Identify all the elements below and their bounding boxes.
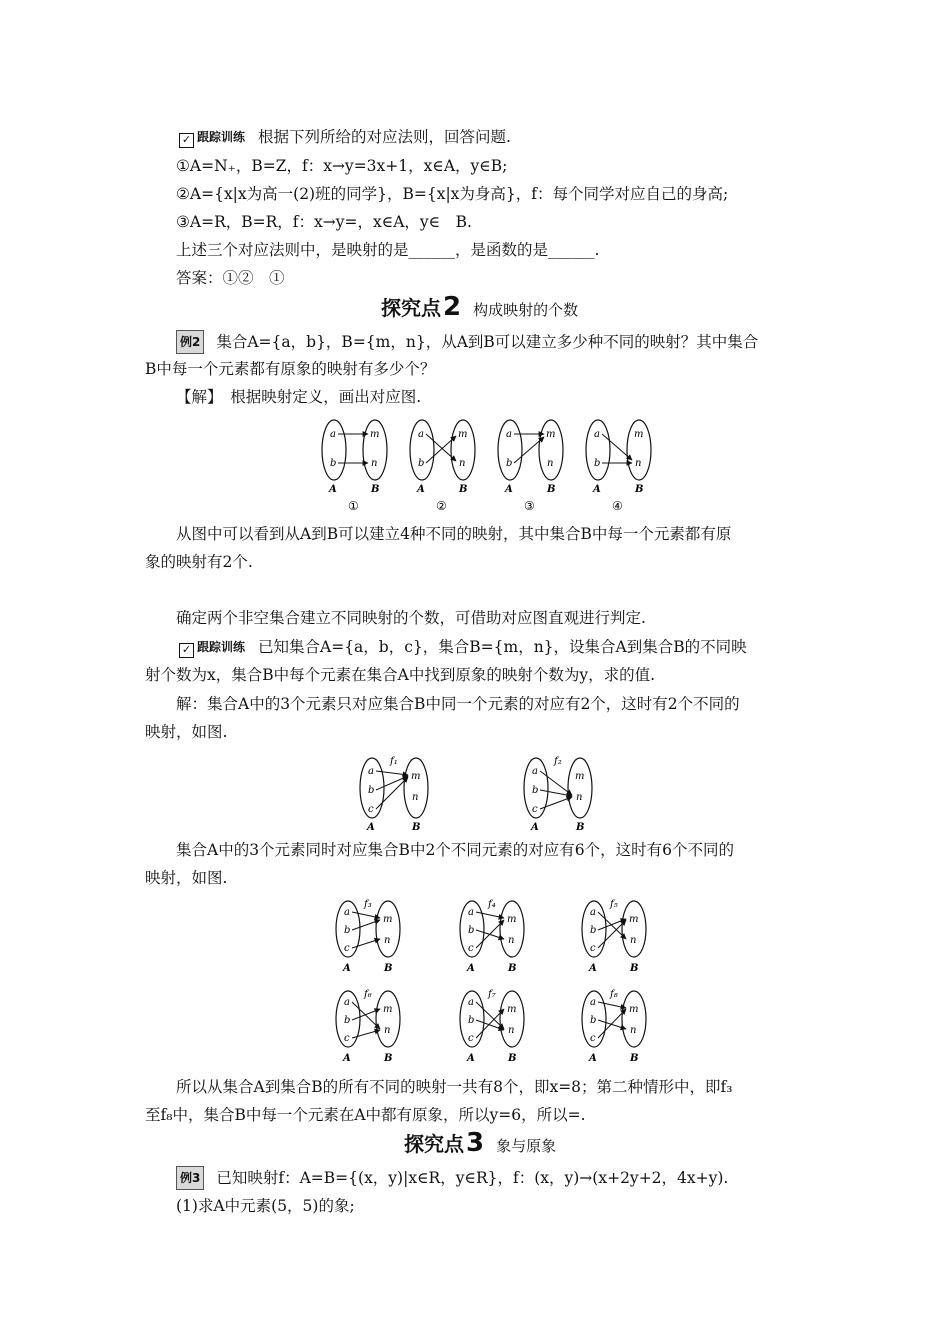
svg-text:n: n [508,935,515,946]
mapping-diagram-f5 [582,899,646,974]
svg-text:①: ① [348,499,359,513]
svg-text:m: m [370,429,380,440]
svg-text:c: c [368,804,374,815]
example2-line2: B中每一个元素都有原象的映射有多少个？ [145,360,436,378]
training2-end-line1: 所以从集合A到集合B的所有不同的映射一共有8个，即x=8；第二种情形中，即f₃ [176,1078,733,1096]
mapping-diagram-2 [410,420,475,513]
svg-text:B: B [459,484,468,495]
svg-text:n: n [508,1025,515,1036]
svg-text:B: B [630,963,639,974]
svg-text:b: b [344,1015,351,1026]
svg-text:b: b [418,458,425,469]
svg-text:b: b [368,785,375,796]
svg-text:B: B [630,1053,639,1064]
svg-text:f₂: f₂ [554,756,562,767]
svg-text:m: m [629,1004,639,1015]
mapping-diagram-f1 [360,756,428,832]
svg-text:a: a [344,907,350,918]
example2-mapping-figure [318,416,663,516]
svg-text:a: a [532,766,538,777]
svg-text:A: A [329,484,337,495]
svg-text:B: B [547,484,556,495]
svg-text:A: A [467,1053,475,1064]
svg-text:A: A [589,1053,597,1064]
mapping-diagram-4 [586,420,651,513]
training-badge: ✓ 跟踪训练 [176,126,248,148]
svg-text:B: B [384,1053,393,1064]
svg-text:f₃: f₃ [364,899,372,910]
svg-text:B: B [576,822,585,832]
svg-text:f₆: f₆ [364,989,372,1000]
svg-text:c: c [468,943,474,954]
svg-text:b: b [330,458,337,469]
svg-text:f₅: f₅ [610,899,618,910]
svg-text:n: n [547,458,554,469]
method-note: 确定两个非空集合建立不同映射的个数，可借助对应图直观进行判定. [176,609,646,627]
training1-item2: ②A={x|x为高一(2)班的同学}，B={x|x为身高}，f：每个同学对应自己的身高; [176,185,729,203]
svg-text:B: B [384,963,393,974]
svg-text:b: b [468,925,475,936]
svg-text:c: c [344,943,350,954]
svg-text:a: a [594,429,600,440]
svg-text:b: b [590,925,597,936]
svg-text:f₈: f₈ [610,989,618,1000]
check-icon: ✓ [179,133,194,148]
svg-text:A: A [343,963,351,974]
svg-text:b: b [594,458,601,469]
svg-text:f₄: f₄ [488,899,496,910]
svg-text:m: m [629,914,639,925]
svg-text:a: a [344,997,350,1008]
svg-text:a: a [418,429,424,440]
svg-text:A: A [593,484,601,495]
svg-text:m: m [507,1004,517,1015]
svg-text:m: m [634,429,644,440]
svg-text:A: A [467,963,475,974]
example2-conclusion-line1: 从图中可以看到从A到B可以建立4种不同的映射，其中集合B中每一个元素都有原 [176,525,732,543]
svg-text:m: m [411,771,421,782]
svg-text:c: c [590,1033,596,1044]
section-heading-3: 探究点3 象与原象 [404,1128,557,1158]
svg-text:b: b [506,458,513,469]
training1-item1: ①A=N₊，B=Z，f：x→y=3x+1，x∈A，y∈B; [176,157,508,175]
svg-text:②: ② [436,499,447,513]
svg-text:b: b [590,1015,597,1026]
example-badge: 例2 [176,330,204,354]
svg-text:A: A [531,822,539,832]
svg-text:m: m [383,1004,393,1015]
svg-text:A: A [589,963,597,974]
example3-line1: 例3 已知映射f：A=B={(x，y)|x∈R，y∈R}，f：(x，y)→(x+2y+2，4x+y). [176,1166,728,1190]
mapping-diagram-3 [498,420,563,513]
training1-item3: ③A=R，B=R，f：x→y=，x∈A，y∈ B. [176,213,472,231]
svg-text:n: n [412,792,419,803]
example2-line1: 例2 集合A={a，b}，B={m，n}，从A到B可以建立多少种不同的映射？其中集合 [176,330,758,354]
training2-solution-line2: 映射，如图. [145,723,228,741]
example2-solution: 【解】 根据映射定义，画出对应图. [176,388,422,406]
svg-text:a: a [330,429,336,440]
svg-text:B: B [508,963,517,974]
svg-text:a: a [368,766,374,777]
example2-conclusion-line2: 象的映射有2个. [145,553,253,571]
example3-line2: (1)求A中元素(5，5)的象; [176,1197,355,1215]
training1-answer: 答案：①② ① [176,269,285,287]
svg-text:a: a [590,907,596,918]
training-badge: ✓ 跟踪训练 [176,636,248,658]
training2-onto-mapping-figure [332,895,662,1075]
svg-text:A: A [417,484,425,495]
training2-line1: ✓ 跟踪训练 已知集合A={a，b，c}，集合B={m，n}，设集合A到集合B的不同映 [176,636,747,658]
svg-text:A: A [343,1053,351,1064]
svg-text:n: n [459,458,466,469]
svg-text:n: n [384,1025,391,1036]
example-badge: 例3 [176,1166,204,1190]
svg-text:B: B [412,822,421,832]
svg-text:m: m [458,429,468,440]
svg-text:a: a [468,907,474,918]
svg-text:b: b [344,925,351,936]
svg-text:b: b [468,1015,475,1026]
svg-text:a: a [506,429,512,440]
svg-text:B: B [508,1053,517,1064]
training1-question: 上述三个对应法则中，是映射的是______，是函数的是______. [176,241,600,259]
svg-text:c: c [532,804,538,815]
svg-text:b: b [532,785,539,796]
mapping-diagram-1 [322,420,387,513]
svg-text:f₁: f₁ [390,756,398,767]
svg-text:m: m [575,771,585,782]
check-icon: ✓ [179,643,194,658]
mapping-diagram-f2 [524,756,592,832]
svg-text:n: n [630,1025,637,1036]
section-heading-2: 探究点2 构成映射的个数 [381,292,579,322]
training2-solution-line4: 映射，如图. [145,869,228,887]
training2-end-line2: 至f₈中，集合B中每一个元素在A中都有原象，所以y=6，所以=. [145,1106,586,1124]
svg-text:f₇: f₇ [488,989,496,1000]
svg-text:④: ④ [612,499,623,513]
svg-text:c: c [344,1033,350,1044]
mapping-diagram-f6 [336,989,400,1064]
svg-text:m: m [383,914,393,925]
svg-text:B: B [635,484,644,495]
training2-constant-mapping-figure [356,752,616,832]
training2-solution-line1: 解：集合A中的3个元素只对应集合B中同一个元素的对应有2个，这时有2个不同的 [176,695,740,713]
svg-text:n: n [635,458,642,469]
svg-text:m: m [507,914,517,925]
svg-text:A: A [367,822,375,832]
svg-text:n: n [371,458,378,469]
svg-text:a: a [590,997,596,1008]
svg-text:c: c [590,943,596,954]
mapping-diagram-f4 [460,899,524,974]
svg-text:③: ③ [524,499,535,513]
training1-intro-line: ✓ 跟踪训练 根据下列所给的对应法则，回答问题. [176,126,511,148]
svg-text:n: n [384,935,391,946]
svg-text:n: n [576,792,583,803]
svg-text:c: c [468,1033,474,1044]
svg-text:m: m [546,429,556,440]
mapping-diagram-f3 [336,899,400,974]
svg-text:A: A [505,484,513,495]
training2-line2: 射个数为x，集合B中每个元素在集合A中找到原象的映射个数为y，求的值. [145,666,656,684]
svg-text:n: n [630,935,637,946]
svg-text:B: B [371,484,380,495]
mapping-diagram-f8 [582,989,646,1064]
svg-text:a: a [468,997,474,1008]
mapping-diagram-f7 [460,989,524,1064]
training2-solution-line3: 集合A中的3个元素同时对应集合B中2个不同元素的对应有6个，这时有6个不同的 [176,841,735,859]
